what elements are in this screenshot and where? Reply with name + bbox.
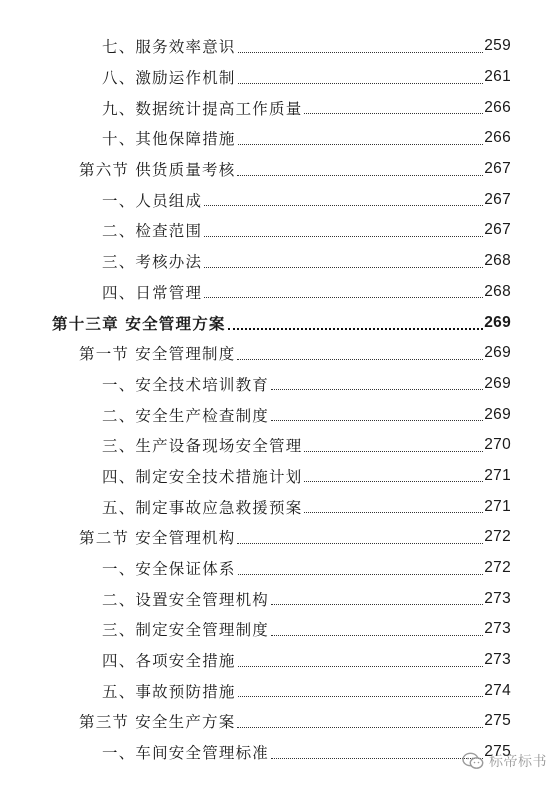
toc-entry-label: 五、事故预防措施 <box>102 682 236 701</box>
toc-dot-leader <box>238 696 484 697</box>
toc-page-number: 273 <box>484 620 511 638</box>
toc-page-number: 268 <box>484 282 511 300</box>
toc-page-number: 271 <box>484 497 511 515</box>
toc-entry-label: 四、制定安全技术措施计划 <box>102 467 303 486</box>
toc-entry-label: 一、车间安全管理标准 <box>102 744 270 763</box>
toc-item-entry[interactable] <box>0 583 559 614</box>
wechat-bubble-icon <box>462 752 484 770</box>
toc-item-entry[interactable] <box>0 614 559 645</box>
toc-entry-label: 八、激励运作机制 <box>102 69 236 88</box>
toc-page-number: 261 <box>484 68 511 86</box>
toc-item-entry[interactable] <box>0 369 559 400</box>
toc-entry-label: 第三节 安全生产方案 <box>79 713 236 732</box>
toc-page-number: 266 <box>484 98 511 116</box>
toc-entry-label: 三、考核办法 <box>102 253 203 272</box>
toc-dot-leader <box>304 512 483 513</box>
toc-dot-leader <box>237 727 483 728</box>
toc-entry-label: 十、其他保障措施 <box>102 130 236 149</box>
toc-chapter-entry[interactable] <box>0 307 559 338</box>
toc-entry-label: 二、检查范围 <box>102 222 203 241</box>
toc-page-number: 270 <box>484 436 511 454</box>
toc-entry-label: 三、制定安全管理制度 <box>102 621 270 640</box>
toc-dot-leader <box>228 328 484 330</box>
toc-page-number: 273 <box>484 589 511 607</box>
toc-entry-label: 二、设置安全管理机构 <box>102 590 270 609</box>
toc-dot-leader <box>204 236 483 237</box>
toc-entry-label: 一、人员组成 <box>102 191 203 210</box>
toc-page-number: 259 <box>484 37 511 55</box>
toc-item-entry[interactable] <box>0 92 559 123</box>
toc-page-number: 275 <box>484 712 511 730</box>
toc-entry-label: 五、制定事故应急救援预案 <box>102 498 303 517</box>
toc-item-entry[interactable] <box>0 184 559 215</box>
toc-item-entry[interactable] <box>0 675 559 706</box>
toc-section-entry[interactable] <box>0 154 559 185</box>
toc-dot-leader <box>238 52 484 53</box>
toc-item-entry[interactable] <box>0 277 559 308</box>
toc-item-entry[interactable] <box>0 399 559 430</box>
table-of-contents <box>0 31 559 768</box>
toc-dot-leader <box>204 267 483 268</box>
toc-dot-leader <box>237 359 483 360</box>
toc-dot-leader <box>271 420 483 421</box>
toc-item-entry[interactable] <box>0 491 559 522</box>
toc-dot-leader <box>238 83 484 84</box>
toc-page-number: 267 <box>484 160 511 178</box>
toc-entry-label: 四、日常管理 <box>102 283 203 302</box>
toc-item-entry[interactable] <box>0 645 559 676</box>
toc-dot-leader <box>304 113 483 114</box>
toc-entry-label: 第十三章 安全管理方案 <box>52 314 226 333</box>
toc-dot-leader <box>271 758 483 759</box>
toc-dot-leader <box>271 389 483 390</box>
toc-dot-leader <box>238 574 484 575</box>
toc-dot-leader <box>271 635 483 636</box>
toc-page-number: 274 <box>484 681 511 699</box>
toc-page-number: 267 <box>484 221 511 239</box>
toc-page-number: 269 <box>484 405 511 423</box>
toc-page-number: 269 <box>484 374 511 392</box>
toc-entry-label: 一、安全保证体系 <box>102 560 236 579</box>
toc-section-entry[interactable] <box>0 706 559 737</box>
toc-entry-label: 四、各项安全措施 <box>102 652 236 671</box>
watermark <box>462 751 547 771</box>
toc-item-entry[interactable] <box>0 461 559 492</box>
toc-page-number: 275 <box>484 743 511 761</box>
toc-entry-label: 一、安全技术培训教育 <box>102 375 270 394</box>
toc-dot-leader <box>304 481 483 482</box>
toc-dot-leader <box>304 451 483 452</box>
toc-page-number: 269 <box>484 313 511 331</box>
toc-item-entry[interactable] <box>0 215 559 246</box>
toc-item-entry[interactable] <box>0 553 559 584</box>
toc-dot-leader <box>271 604 483 605</box>
toc-page-number: 272 <box>484 528 511 546</box>
toc-entry-label: 第六节 供货质量考核 <box>79 161 236 180</box>
toc-dot-leader <box>238 666 484 667</box>
toc-dot-leader <box>204 297 483 298</box>
toc-page-number: 272 <box>484 559 511 577</box>
toc-entry-label: 三、生产设备现场安全管理 <box>102 437 303 456</box>
toc-dot-leader <box>238 144 484 145</box>
toc-section-entry[interactable] <box>0 522 559 553</box>
toc-item-entry[interactable] <box>0 430 559 461</box>
toc-page-number: 266 <box>484 129 511 147</box>
toc-section-entry[interactable] <box>0 338 559 369</box>
toc-entry-label: 七、服务效率意识 <box>102 38 236 57</box>
watermark-text: 标帝标书 <box>489 754 547 770</box>
toc-entry-label: 第二节 安全管理机构 <box>79 529 236 548</box>
toc-item-entry[interactable] <box>0 123 559 154</box>
toc-page-number: 268 <box>484 252 511 270</box>
toc-item-entry[interactable] <box>0 31 559 62</box>
toc-entry-label: 第一节 安全管理制度 <box>79 345 236 364</box>
toc-page-number: 273 <box>484 651 511 669</box>
toc-entry-label: 九、数据统计提高工作质量 <box>102 99 303 118</box>
toc-dot-leader <box>237 175 483 176</box>
toc-page-number: 271 <box>484 466 511 484</box>
toc-item-entry[interactable] <box>0 246 559 277</box>
toc-dot-leader <box>204 205 483 206</box>
toc-page-number: 267 <box>484 190 511 208</box>
toc-page-number: 269 <box>484 344 511 362</box>
toc-item-entry[interactable] <box>0 62 559 93</box>
toc-dot-leader <box>237 543 483 544</box>
toc-entry-label: 二、安全生产检查制度 <box>102 406 270 425</box>
